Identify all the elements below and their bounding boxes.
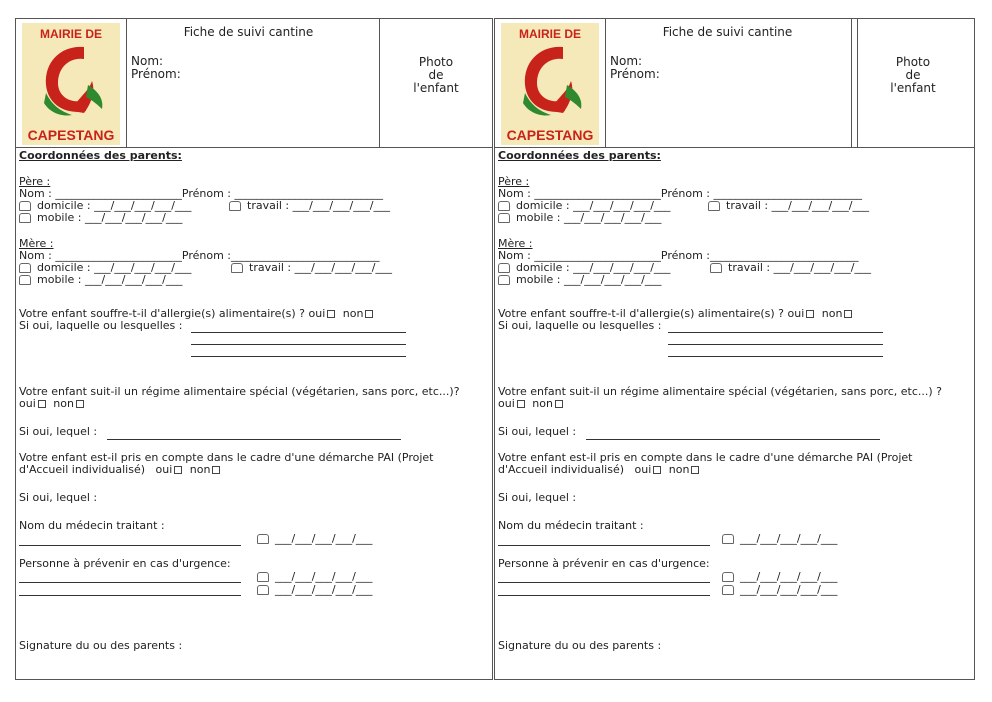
photo-label-de: de — [905, 68, 921, 82]
photo-label-enfant: l'enfant — [890, 81, 936, 95]
pere-name-line[interactable]: Nom : _______________________Prénom : ___________________________ — [498, 187, 862, 200]
regime-detail-label: Si oui, lequel : — [19, 425, 98, 438]
pere-heading: Père : — [19, 175, 51, 188]
form-sheet-left — [15, 18, 493, 680]
pere-domicile[interactable]: domicile : ___/___/___/___/___ — [516, 199, 671, 212]
form-header — [495, 19, 974, 148]
answer-line[interactable] — [191, 356, 406, 357]
oui-checkbox[interactable] — [327, 310, 335, 318]
urgence-line[interactable] — [498, 595, 710, 596]
form-title-cell — [605, 19, 849, 147]
phone-icon — [231, 263, 243, 273]
allergie-question: Votre enfant souffre-t-il d'allergie(s) alimentaire(s) ? — [498, 307, 784, 320]
mere-name-line[interactable]: Nom : _______________________Prénom :___________________________ — [19, 249, 380, 262]
answer-line[interactable] — [586, 439, 880, 440]
mere-heading: Mère : — [19, 237, 54, 250]
phone-icon — [498, 263, 510, 273]
phone-icon — [498, 201, 510, 211]
photo-label-de: de — [428, 68, 444, 82]
pere-heading: Père : — [498, 175, 530, 188]
mere-mobile[interactable]: mobile : ___/___/___/___/___ — [37, 273, 183, 286]
capestang-emblem-icon — [32, 41, 110, 123]
mere-travail[interactable]: travail : ___/___/___/___/___ — [249, 261, 392, 274]
oui-checkbox[interactable] — [806, 310, 814, 318]
pere-mobile[interactable]: mobile : ___/___/___/___/___ — [37, 211, 183, 224]
nom-label: Nom: — [131, 54, 164, 68]
medecin-label: Nom du médecin traitant : — [19, 519, 165, 532]
non-label: non — [53, 397, 74, 410]
non-checkbox[interactable] — [365, 310, 373, 318]
regime-question: Votre enfant suit-il un régime alimentaire spécial (végétarien, sans porc, etc...)? — [19, 385, 460, 398]
mere-travail[interactable]: travail : ___/___/___/___/___ — [728, 261, 871, 274]
allergie-detail-label: Si oui, laquelle ou lesquelles : — [19, 319, 183, 332]
phone-icon — [257, 585, 269, 595]
urgence-line[interactable] — [19, 595, 241, 596]
oui-checkbox[interactable] — [653, 466, 661, 474]
prenom-label: Prénom: — [610, 67, 660, 81]
answer-line[interactable] — [668, 332, 883, 333]
phone-icon — [19, 275, 31, 285]
phone-icon — [498, 275, 510, 285]
nom-label: Nom: — [610, 54, 643, 68]
pere-mobile[interactable]: mobile : ___/___/___/___/___ — [516, 211, 662, 224]
logo-bottom-text: CAPESTANG — [27, 127, 115, 143]
mere-heading: Mère : — [498, 237, 533, 250]
non-checkbox[interactable] — [844, 310, 852, 318]
urgence-phone-2[interactable]: ___/___/___/___/___ — [275, 583, 373, 596]
oui-label: oui — [308, 307, 326, 320]
non-checkbox[interactable] — [691, 466, 699, 474]
phone-icon — [19, 201, 31, 211]
photo-box — [379, 19, 492, 147]
form-header — [16, 19, 492, 148]
phone-icon — [498, 213, 510, 223]
mere-domicile[interactable]: domicile : ___/___/___/___/___ — [37, 261, 192, 274]
phone-icon — [708, 201, 720, 211]
urgence-line[interactable] — [19, 582, 241, 583]
answer-line[interactable] — [107, 439, 401, 440]
phone-icon — [257, 534, 269, 544]
urgence-phone-2[interactable]: ___/___/___/___/___ — [740, 583, 838, 596]
oui-checkbox[interactable] — [174, 466, 182, 474]
mairie-logo — [501, 23, 599, 145]
allergie-detail-label: Si oui, laquelle ou lesquelles : — [498, 319, 662, 332]
non-label: non — [342, 307, 364, 320]
pere-travail[interactable]: travail : ___/___/___/___/___ — [726, 199, 869, 212]
phone-icon — [722, 572, 734, 582]
oui-label: oui — [19, 397, 36, 410]
pere-domicile[interactable]: domicile : ___/___/___/___/___ — [37, 199, 192, 212]
non-label: non — [821, 307, 843, 320]
prenom-label: Prénom: — [131, 67, 181, 81]
oui-label: oui — [787, 307, 805, 320]
phone-icon — [710, 263, 722, 273]
pere-travail[interactable]: travail : ___/___/___/___/___ — [247, 199, 390, 212]
logo-top-text: MAIRIE DE — [39, 27, 102, 41]
urgence-label: Personne à prévenir en cas d'urgence: — [498, 557, 710, 570]
non-label: non — [532, 397, 553, 410]
photo-box — [851, 19, 974, 147]
pai-question-cont: d'Accueil individualisé) — [19, 463, 146, 476]
signature-label: Signature du ou des parents : — [498, 639, 662, 652]
answer-line[interactable] — [668, 356, 883, 357]
mere-name-line[interactable]: Nom : _______________________Prénom :___________________________ — [498, 249, 859, 262]
regime-question: Votre enfant suit-il un régime alimentaire spécial (végétarien, sans porc, etc...) ? — [498, 385, 943, 398]
answer-line[interactable] — [668, 344, 883, 345]
mere-domicile[interactable]: domicile : ___/___/___/___/___ — [516, 261, 671, 274]
oui-label: oui — [498, 397, 515, 410]
answer-line[interactable] — [191, 344, 406, 345]
logo-bottom-text: CAPESTANG — [506, 127, 594, 143]
form-sheet-right — [494, 18, 975, 680]
mere-mobile[interactable]: mobile : ___/___/___/___/___ — [516, 273, 662, 286]
logo-top-text: MAIRIE DE — [518, 27, 581, 41]
urgence-phone-1[interactable]: ___/___/___/___/___ — [275, 570, 373, 583]
phone-icon — [19, 263, 31, 273]
form-title-cell — [126, 19, 370, 147]
regime-detail-label: Si oui, lequel : — [498, 425, 577, 438]
oui-label: oui — [155, 463, 173, 476]
medecin-line[interactable] — [19, 545, 241, 546]
medecin-phone[interactable]: ___/___/___/___/___ — [740, 532, 838, 545]
allergie-question: Votre enfant souffre-t-il d'allergie(s) alimentaire(s) ? — [19, 307, 305, 320]
form-title: Fiche de suivi cantine — [183, 25, 314, 39]
urgence-line[interactable] — [498, 582, 710, 583]
non-checkbox[interactable] — [212, 466, 220, 474]
oui-checkbox[interactable] — [517, 400, 525, 408]
parents-heading: Coordonnées des parents: — [498, 149, 661, 162]
pai-detail-label: Si oui, lequel : — [19, 491, 98, 504]
phone-icon — [19, 213, 31, 223]
pai-question: Votre enfant est-il pris en compte dans le cadre d'une démarche PAI (Projet — [19, 451, 434, 464]
oui-label: oui — [634, 463, 652, 476]
medecin-label: Nom du médecin traitant : — [498, 519, 644, 532]
non-checkbox[interactable] — [555, 400, 563, 408]
signature-label: Signature du ou des parents : — [19, 639, 183, 652]
answer-line[interactable] — [191, 332, 406, 333]
pai-question-cont: d'Accueil individualisé) — [498, 463, 625, 476]
non-checkbox[interactable] — [76, 400, 84, 408]
oui-checkbox[interactable] — [38, 400, 46, 408]
capestang-emblem-icon — [511, 41, 589, 123]
mairie-logo — [22, 23, 120, 145]
urgence-phone-1[interactable]: ___/___/___/___/___ — [740, 570, 838, 583]
non-label: non — [189, 463, 211, 476]
pere-name-line[interactable]: Nom : _______________________Prénom : ___________________________ — [19, 187, 383, 200]
form-title: Fiche de suivi cantine — [662, 25, 793, 39]
phone-icon — [722, 534, 734, 544]
pai-question: Votre enfant est-il pris en compte dans le cadre d'une démarche PAI (Projet — [498, 451, 913, 464]
phone-icon — [229, 201, 241, 211]
phone-icon — [722, 585, 734, 595]
phone-icon — [257, 572, 269, 582]
non-label: non — [668, 463, 690, 476]
urgence-label: Personne à prévenir en cas d'urgence: — [19, 557, 231, 570]
medecin-phone[interactable]: ___/___/___/___/___ — [275, 532, 373, 545]
photo-label-enfant: l'enfant — [413, 81, 459, 95]
parents-heading: Coordonnées des parents: — [19, 149, 182, 162]
photo-label: Photo — [895, 55, 931, 69]
medecin-line[interactable] — [498, 545, 710, 546]
photo-label: Photo — [418, 55, 454, 69]
pai-detail-label: Si oui, lequel : — [498, 491, 577, 504]
